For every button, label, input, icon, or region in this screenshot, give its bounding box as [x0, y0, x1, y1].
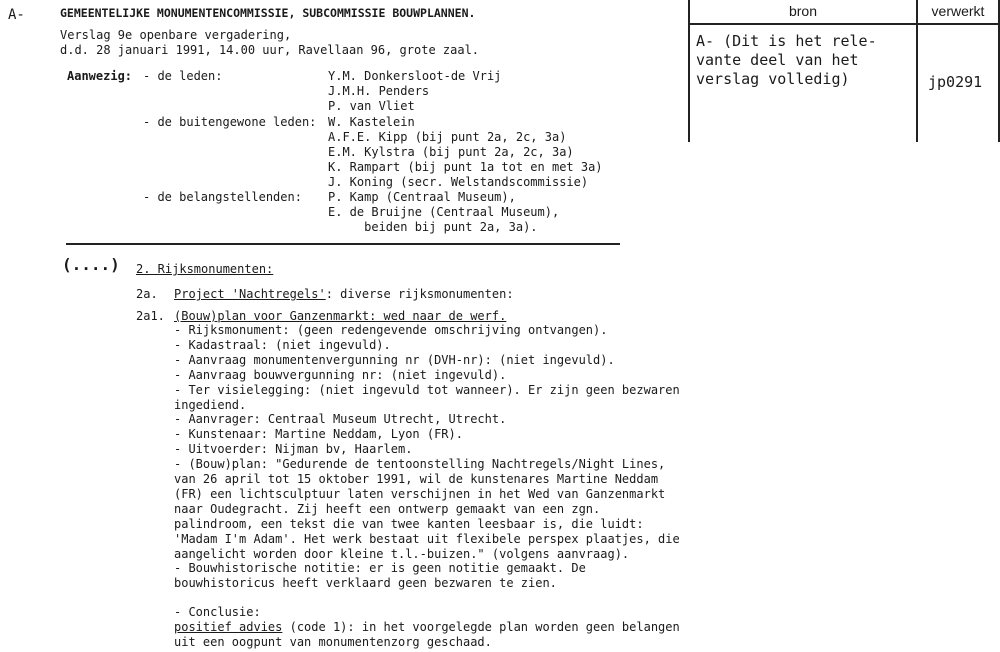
document-title: GEMEENTELIJKE MONUMENTENCOMMISSIE, SUBCOMMISSIE BOUWPLANNEN.	[60, 6, 476, 20]
col-header-bron: bron	[788, 3, 818, 19]
attendance-label: Aanwezig:	[67, 69, 133, 83]
source-table	[688, 0, 1000, 142]
item-2a-heading	[174, 287, 514, 302]
body-line: palindroom, een tekst die van twee kanten leesbaar is, die luidt:	[174, 516, 644, 531]
body-line: - Aanvraag monumentenvergunning nr (DVH-nr): (niet ingevuld).	[174, 352, 615, 367]
body-line: - Ter visielegging: (niet ingevuld tot wanneer). Er zijn geen bezwaren	[174, 382, 680, 397]
item-2a-title: Project 'Nachtregels'	[174, 287, 326, 301]
divider	[66, 243, 620, 245]
body-line: - Rijksmonument: (geen redengevende omschrijving ontvangen).	[174, 323, 608, 337]
advice-underlined: positief advies	[174, 620, 283, 634]
body-line: - (Bouw)plan: "Gedurende de tentoonstelling Nachtregels/Night Lines,	[174, 457, 666, 472]
member-name: E.M. Kylstra (bij punt 2a, 2c, 3a)	[328, 145, 574, 159]
member-name: J.M.H. Penders	[328, 84, 430, 98]
body-line: aangelicht worden door kleine t.l.-buizen." (volgens aanvraag).	[174, 546, 630, 561]
body-line: - Kunstenaar: Martine Neddam, Lyon (FR).	[174, 427, 463, 442]
body-line: van 26 april tot 15 oktober 1991, wil de kunstenares Martine Neddam	[174, 472, 659, 486]
body-line: - Aanvraag bouwvergunning nr: (niet ingevuld).	[174, 367, 507, 382]
body-line: naar Oudegracht. Zij heeft een ontwerp gemaakt van een zgn.	[174, 501, 601, 516]
omission-mark: (....)	[62, 255, 120, 274]
member-name: E. de Bruijne (Centraal Museum),	[328, 205, 560, 219]
attendance-group-label: - de buitengewone leden:	[143, 115, 317, 129]
meeting-line-2: d.d. 28 januari 1991, 14.00 uur, Ravellaan 96, grote zaal.	[60, 43, 480, 57]
advice-rest: (code 1): in het voorgelegde plan worden geen belangen	[282, 620, 680, 634]
body-line: - Kadastraal: (niet ingevuld).	[174, 337, 391, 352]
margin-mark: A-	[8, 7, 25, 23]
body-line: - Aanvrager: Centraal Museum Utrecht, Utrecht.	[174, 412, 507, 427]
source-note: A- (Dit is het rele- vante deel van het verslag volledig)	[696, 32, 877, 88]
section-heading: 2. Rijksmonumenten:	[136, 262, 274, 276]
member-name: J. Koning (secr. Welstandscommissie)	[328, 175, 589, 189]
conclusion-label: - Conclusie:	[174, 605, 261, 619]
member-name: Y.M. Donkersloot-de Vrij	[328, 69, 502, 83]
item-number: 2a1.	[136, 309, 165, 323]
attendance-group-label: - de belangstellenden:	[143, 190, 302, 204]
meeting-line-1: Verslag 9e openbare vergadering,	[60, 28, 292, 42]
body-line: bouwhistoricus heeft verklaard geen bezwaren te zien.	[174, 576, 557, 591]
body-line: (FR) een lichtsculptuur laten verschijnen in het Wed van Ganzenmarkt	[174, 486, 666, 501]
body-line: ingediend.	[174, 397, 247, 412]
item-2a-rest: : diverse rijksmonumenten:	[325, 287, 514, 301]
member-name: P. Kamp (Centraal Museum),	[328, 190, 516, 204]
member-name: beiden bij punt 2a, 3a).	[328, 220, 538, 234]
advice-line	[174, 620, 680, 635]
item-number: 2a.	[136, 287, 158, 301]
member-name: A.F.E. Kipp (bij punt 2a, 2c, 3a)	[328, 130, 567, 144]
member-name: P. van Vliet	[328, 99, 415, 113]
advice-line-2: uit een oogpunt van monumentenzorg geschaad.	[174, 635, 492, 649]
item-2a1-title: (Bouw)plan voor Ganzenmarkt: wed naar de werf.	[174, 309, 507, 323]
col-header-verwerkt: verwerkt	[931, 3, 985, 19]
attendance-group-label: - de leden:	[143, 69, 223, 83]
body-line: - Bouwhistorische notitie: er is geen notitie gemaakt. De	[174, 561, 586, 576]
body-line: 'Madam I'm Adam'. Het werk bestaat uit flexibele perspex plaatjes, die	[174, 531, 680, 546]
member-name: W. Kastelein	[328, 115, 415, 129]
body-line: - Uitvoerder: Nijman bv, Haarlem.	[174, 442, 413, 457]
member-name: K. Rampart (bij punt 1a tot en met 3a)	[328, 160, 603, 174]
processed-code: jp0291	[928, 73, 983, 91]
